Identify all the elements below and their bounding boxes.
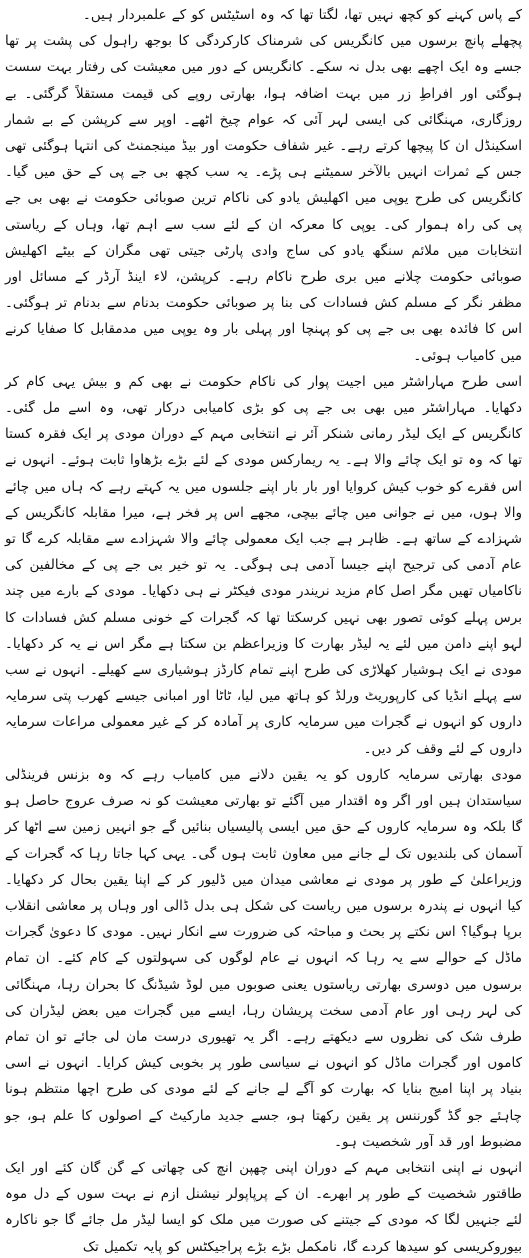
article-paragraph-5: انہوں نے اپنی انتخابی مہم کے دوران اپنی چھپن انچ کی چھاتی کے گن گان کئے اور ایک طاقتور شخصیت کے طور پر ابھرے۔ ان کے پرپاپولر نیشنل ازم نے بہت سوں کے دل موہ لئے جنہیں لگا کہ مودی کے جیتنے کی صورت میں ملک کو ایسا لیڈر مل جائے گا جو ناکارہ بیوروکریسی کو سیدھا کردے گا، نامکمل بڑے بڑے پراجیکٹس کو پایہ تکمیل تک — [5, 1159, 522, 1255]
article-paragraph-1: کے پاس کہنے کو کچھ نہیں تھا، لگتا تھا کہ وہ اسٹیٹس کو کے علمبردار ہیں۔ — [82, 7, 522, 23]
article-paragraph-2: پچھلے پانچ برسوں میں کانگریس کی شرمناک کارکردگی کا بوجھ راہول کی پشت پر تھا جسے وہ ایک اچھے بھی بدل نہ سکے۔ کانگریس کے دور میں معیشت کی رفتار بہت سست ہوگئی اور افراطِ زر میں بہت اضافہ ہوا، بھارتی روپے کی قیمت مستقلاً گرگئی۔ بے روزگاری، مہنگائی کی ایسی لہر آئی کہ عوام چیخ اٹھے۔ اوپر سے کرپشن کے بے شمار اسکینڈل ان کا پیچھا کرتے رہے۔ غیر شفاف حکومت اور بیڈ مینجمنٹ کی انتہا ہوگئی تھی جس کے ثمرات انہیں بالآخر سمیٹنے ہی پڑے۔ یہ سب کچھ بی جے پی کے حق میں گیا۔ کانگریس کی طرح یوپی میں اکھلیش یادو کی ناکام ترین صوبائی حکومت نے بھی بی جے پی کی راہ ہموار کی۔ یوپی کا معرکہ ان کے لئے سب سے اہم تھا، وہاں کے ریاستی انتخابات میں ملائم سنگھ یادو کی ساج وادی پارٹی جیتی تھی مگران کے بیٹے اکھلیش صوبائی حکومت چلانے میں بری طرح ناکام رہے۔ کرپشن، لاء اینڈ آرڈر کے مسائل اور مظفر نگر کے مسلم کش فسادات کی بنا پر صوبائی حکومت بدنام سے بدنام تر ہوگئی۔ اس کا فائدہ بھی بی جے پی کو پہنچا اور پہلی بار وہ یوپی میں مدمقابل کا صفایا کرنے میں کامیاب ہوئی۔ — [5, 33, 522, 364]
article-paragraph-3: اسی طرح مہاراشٹر میں اجیت پوار کی ناکام حکومت نے بھی کم و بیش یہی کام کر دکھایا۔ مہاراشٹر میں بھی بی جے پی کو بڑی کامیابی درکار تھی، وہ اسے مل گئی۔ کانگریس کے ایک لیڈر رمانی شنکر آئر نے انتخابی مہم کے دوران مودی پر ایک فقرہ کستا تھا کہ وہ تو ایک چائے والا ہے۔ یہ ریمارکس مودی کے لئے بڑے بڑھاوا ثابت ہوئے۔ انہوں نے اس فقرے کو خوب کیش کروایا اور بار بار اپنے جلسوں میں یہ کہتے رہے کہ ہاں میں چائے والا ہوں، میں نے جوانی میں چائے بیچی، مجھے اس پر فخر ہے، میرا مقابلہ کانگریس کے شہزادے کے ساتھ ہے۔ ظاہر ہے جب ایک معمولی چائے والا شہزادے سے مقابلہ کرے گا تو عام آدمی کی ترجیح اپنے جیسا آدمی ہی ہوگی۔ یہ تو خیر بی جے پی کے مخالفین کی ناکامیاں تھیں مگر اصل کام مزید نریندر مودی فیکٹر نے ہی دکھایا۔ مودی کے بارے میں چند برس پہلے کوئی تصور بھی نہیں کرسکتا تھا کہ گجرات کے خونی مسلم کش فسادات کا لہو اپنے دامن میں لئے یہ لیڈر بھارت کا وزیراعظم بن سکتا ہے مگر اس نے یہ کر دکھایا۔ مودی نے ایک ہوشیار کھلاڑی کی طرح اپنے تمام کارڈز ہوشیاری سے کھیلے۔ انہوں نے سب سے پہلے انڈیا کی کارپوریٹ ورلڈ کو ہاتھ میں لیا، ٹاٹا اور امبانی جیسے کھرب پتی سرمایہ داروں کو انہوں نے گجرات میں سرمایہ کاری پر آمادہ کر کے غیر معمولی مراعات سرمایہ داروں کے لئے وقف کر دیں۔ — [5, 373, 522, 757]
article-paragraph-4: مودی بھارتی سرمایہ کاروں کو یہ یقین دلانے میں کامیاب رہے کہ وہ بزنس فرینڈلی سیاستدان ہیں اور اگر وہ اقتدار میں آگئے تو بھارتی معیشت کو نہ صرف عروج حاصل ہو گا بلکہ وہ سرمایہ کاروں کے حق میں ایسی پالیسیاں بنائیں گے جو انہیں زمین سے اٹھا کر آسمان کی بلندیوں تک لے جانے میں معاون ثابت ہوں گی۔ یہی کہا جاتا رہا کہ گجرات کے وزیراعلیٰ کے طور پر مودی نے معاشی میدان میں ڈلیور کر کے اپنا یقین بحال کر دکھایا۔ کیا انہوں نے پندرہ برسوں میں ریاست کی شکل ہی بدل ڈالی اور وہاں پر معاشی انقلاب برپا ہوگیا؟ اس نکتے پر بحث و مباحثہ کی ضرورت سے انکار نہیں۔ مودی کا دعویٰ گجرات ماڈل کے حوالے سے یہ رہا کہ انہوں نے عام لوگوں کی سہولتوں کے کام کئے۔ ان تمام برسوں میں دوسری بھارتی ریاستوں یعنی صوبوں میں لوڈ شیڈنگ کا بحران رہا، مہنگائی کی لہر رہی اور عام آدمی سخت پریشان رہا، ایسے میں گجرات میں بعض لیڈران کی طرف شک کی نظروں سے دیکھتے رہے۔ اگر یہ تھیوری درست مان لی جائے تو ان تمام کاموں اور گجرات ماڈل کو انہوں نے سیاسی طور پر بخوبی کیش کرایا۔ انہوں نے اسی بنیاد پر اپنا امیج بنایا کہ بھارت کو آگے لے جانے کے لئے مودی کی طرح اچھا منتظم ہونا چاہئے جو گڈ گورننس پر یقین رکھتا ہو، جسے جدید مارکیٹ کے اصولوں کا علم ہو، جو مضبوط اور قد آور شخصیت ہو۔ — [5, 766, 522, 1150]
